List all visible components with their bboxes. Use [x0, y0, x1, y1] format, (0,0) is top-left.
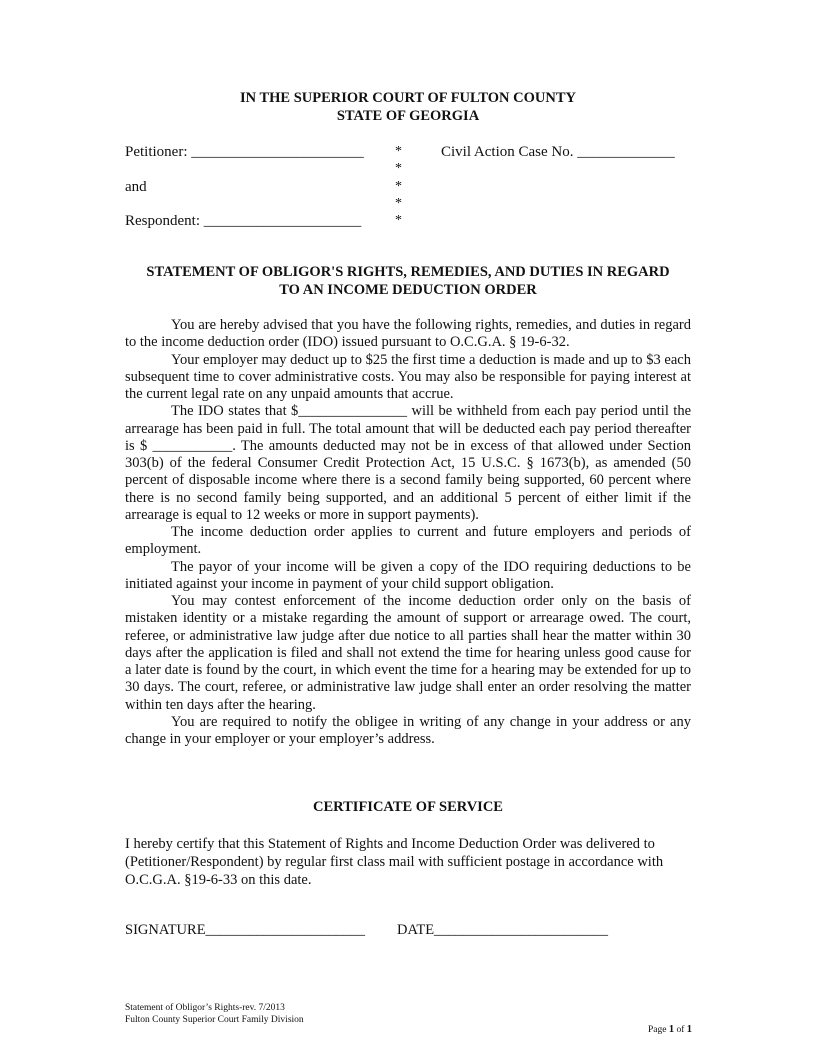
paragraph-payor-copy: The payor of your income will be given a copy of the IDO requiring deductions to be initiated against your income in payment of your child support obligation. — [125, 558, 691, 592]
signature-line: SIGNATURE______________________ — [125, 922, 366, 938]
paragraph-withholding-amount: The IDO states that $_______________ will be withheld from each pay period until the arrearage has been paid in full. The total amount that will be deducted each pay period thereafter is $ ___________. The amounts deducted may not be in excess of that allowed under Section 303(b) of the federal Consumer Credit Protection Act, 15 U.S.C. § 1673(b), as amended (50 percent of disposable income where there is a second family being supported, 60 percent where there is no second family being supported, and an additional 5 percent of either limit if the arrearage is equal to 12 weeks or more in support payments). — [125, 403, 691, 523]
paragraph-contest: You may contest enforcement of the income deduction order only on the basis of mistaken identity or a mistake regarding the amount of support or arrearage owed. The court, referee, or administrative law judge after due notice to all parties shall hear the matter within 30 days after the application is filed and shall not extend the time for hearing unless good cause for a later date is found by the court, in which event the time for a hearing may be extended for up to 30 days. The court, referee, or administrative law judge shall enter an order resolving the matter within ten days after the hearing. — [125, 593, 691, 713]
date-line: DATE________________________ — [397, 922, 609, 938]
and-label: and — [125, 179, 147, 195]
certificate-text: I hereby certify that this Statement of Rights and Income Deduction Order was delivered to (Petitioner/Respondent) by regular first class mail with sufficient postage in accordance with O.C.G.A. §19-6-33 on this date. — [125, 836, 664, 888]
petitioner-line: Petitioner: _______________________ — [125, 144, 364, 160]
caption-star: * — [395, 179, 402, 194]
statement-body — [125, 317, 691, 748]
page-of: of — [676, 1025, 685, 1035]
page-total: 1 — [686, 1024, 692, 1035]
caption-star: * — [395, 144, 402, 159]
paragraph-rights: You are hereby advised that you have the following rights, remedies, and duties in regard to the income deduction order (IDO) issued pursuant to O.C.G.A. § 19-6-32. — [125, 317, 691, 351]
respondent-line: Respondent: _____________________ — [125, 213, 362, 229]
paragraph-employer-deduction: Your employer may deduct up to $25 the first time a deduction is made and up to $3 each subsequent time to cover administrative costs. You may also be responsible for paying interest at the current legal rate on any unpaid amounts that accrue. — [125, 351, 691, 402]
paragraph-notify-obligee: You are required to notify the obligee in writing of any change in your address or any change in your employer or your employer’s address. — [125, 713, 691, 747]
statement-heading-line1: STATEMENT OF OBLIGOR'S RIGHTS, REMEDIES, AND DUTIES IN REGARD — [146, 264, 670, 280]
paragraph-applicability: The income deduction order applies to current and future employers and periods of employment. — [125, 524, 691, 558]
caption-star: * — [395, 213, 402, 228]
footer-division: Fulton County Superior Court Family Division — [125, 1015, 304, 1025]
state-title: STATE OF GEORGIA — [336, 108, 480, 124]
page-number — [648, 1024, 692, 1035]
statement-heading-line2: TO AN INCOME DEDUCTION ORDER — [279, 282, 537, 298]
page-current: 1 — [668, 1024, 675, 1035]
page-label: Page — [647, 1025, 667, 1035]
certificate-heading: CERTIFICATE OF SERVICE — [313, 799, 503, 815]
caption-star: * — [395, 161, 402, 176]
court-title: IN THE SUPERIOR COURT OF FULTON COUNTY — [239, 90, 576, 106]
footer-revision: Statement of Obligor’s Rights-rev. 7/2013 — [125, 1003, 285, 1013]
caption-star: * — [395, 196, 402, 211]
case-number-line: Civil Action Case No. _____________ — [441, 144, 675, 160]
